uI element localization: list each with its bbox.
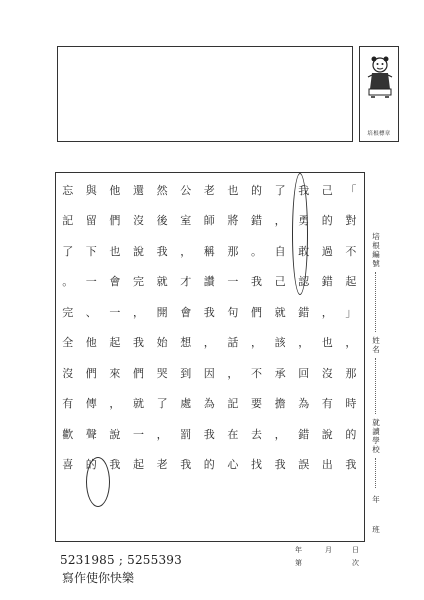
grid-column (316, 175, 339, 541)
grid-cell: 也 (109, 244, 121, 258)
grid-cell: 將 (227, 214, 239, 228)
stamp-caption: 培根標章 (367, 131, 391, 137)
grid-cell: 說 (133, 244, 144, 258)
grid-cell: 出 (321, 458, 333, 472)
grid-cell: 他 (109, 183, 121, 197)
grid-cell: ， (203, 336, 215, 350)
grid-cell: 開 (156, 305, 168, 319)
grid-cell: 起 (109, 336, 121, 350)
grid-cell: 錯 (298, 427, 310, 441)
grid-cell: 想 (180, 336, 192, 350)
grid-cell: 完 (62, 305, 74, 319)
grid-cell: 我 (274, 458, 286, 472)
grid-cell: 哭 (156, 366, 168, 380)
grid-cell: 他 (85, 336, 97, 350)
grid-cell: ， (156, 427, 168, 441)
grid-column (245, 175, 268, 541)
grid-cell: 有 (321, 397, 333, 411)
divider (375, 358, 376, 414)
grid-cell: 找 (251, 458, 262, 472)
grid-cell: 自 (274, 244, 286, 258)
grid-cell: 還 (133, 183, 144, 197)
grid-cell: 室 (180, 214, 192, 228)
grid-cell: 一 (227, 275, 239, 289)
grid-cell: 」 (345, 305, 357, 319)
grid-cell: 、 (85, 305, 97, 319)
grid-cell: 始 (156, 336, 168, 350)
grid-cell: 起 (345, 275, 357, 289)
grid-cell: ， (133, 305, 144, 319)
grid-cell: 「 (345, 183, 357, 197)
grid-cell: 我 (203, 305, 215, 319)
grid-cell: 不 (251, 366, 262, 380)
grid-cell: 歡 (62, 427, 74, 441)
grid-cell: 說 (321, 427, 333, 441)
grid-cell: 錯 (251, 214, 262, 228)
grid-cell: ， (321, 305, 333, 319)
grid-cell: 師 (203, 214, 215, 228)
grid-cell: 老 (156, 458, 168, 472)
grid-cell: 稱 (203, 244, 215, 258)
grid-cell: 我 (203, 427, 215, 441)
grid-cell: 。 (251, 244, 262, 258)
grid-cell: 在 (227, 427, 239, 441)
grid-cell: 公 (180, 183, 192, 197)
grid-cell: 才 (180, 275, 192, 289)
grid-cell: 我 (109, 458, 121, 472)
grid-cell: 的 (251, 183, 262, 197)
month-label: 月 (325, 546, 332, 554)
grid-cell: 誤 (298, 458, 310, 472)
grid-cell: 沒 (133, 214, 144, 228)
grid-cell: 就 (133, 397, 144, 411)
grid-cell: 己 (274, 275, 286, 289)
grid-cell: 。 (62, 275, 74, 289)
grid-cell: 也 (227, 183, 239, 197)
divider (375, 272, 376, 332)
grid-cell: 我 (156, 244, 168, 258)
grid-cell: 承 (274, 366, 286, 380)
grid-column (151, 175, 174, 541)
grid-cell: 己 (321, 183, 333, 197)
grid-cell: ， (274, 427, 286, 441)
grid-cell: 處 (180, 397, 192, 411)
grid-cell: 們 (133, 366, 144, 380)
grid-cell: 與 (85, 183, 97, 197)
grid-cell: 全 (62, 336, 74, 350)
grid-cell: 了 (274, 183, 286, 197)
grid-cell: 時 (345, 397, 357, 411)
grid-cell: 也 (321, 336, 333, 350)
grid-cell: ， (180, 244, 192, 258)
grid-column (56, 175, 79, 541)
grid-cell: 句 (227, 305, 239, 319)
correction-circle-mark (292, 173, 308, 295)
grid-cell: 記 (227, 397, 239, 411)
grid-cell: ， (345, 336, 357, 350)
grid-cell: 留 (85, 214, 97, 228)
grid-cell: 我 (133, 336, 144, 350)
correction-circle-mark (86, 457, 110, 507)
grid-cell: 的 (321, 214, 333, 228)
grid-cell: 的 (85, 458, 97, 472)
grid-cell: 來 (109, 366, 121, 380)
day-label: 日 (352, 546, 359, 554)
grid-cell: 去 (251, 427, 262, 441)
grid-cell: 的 (203, 458, 215, 472)
issue-label: 第 (295, 559, 302, 567)
grid-cell: 勇 (298, 214, 310, 228)
grid-cell: 們 (109, 214, 121, 228)
grid-cell: 錯 (298, 305, 310, 319)
grid-cell: 沒 (321, 366, 333, 380)
grid-cell: 一 (109, 305, 121, 319)
grid-cell: 們 (251, 305, 262, 319)
grid-cell: 有 (62, 397, 74, 411)
grid-cell: 為 (298, 397, 310, 411)
grid-column (198, 175, 221, 541)
grid-cell: 聲 (85, 427, 97, 441)
grid-cell: 然 (156, 183, 168, 197)
grid-cell: 說 (109, 427, 121, 441)
grid-column (339, 175, 362, 541)
coach-code-label: 培根編號 (372, 232, 380, 268)
grid-cell: 喜 (62, 458, 74, 472)
grid-cell: 讚 (203, 275, 215, 289)
school-label: 就讀學校 (372, 418, 380, 454)
grid-cell: 到 (180, 366, 192, 380)
grid-cell: 那 (227, 244, 239, 258)
grid-column (127, 175, 150, 541)
grid-cell: ， (227, 366, 239, 380)
grid-cell: 們 (85, 366, 97, 380)
year-label: 年 (295, 546, 302, 554)
grid-cell: 忘 (62, 183, 74, 197)
grade-year-label: 年 (372, 495, 380, 504)
grid-cell: ， (251, 336, 262, 350)
grid-cell: 罰 (180, 427, 192, 441)
grid-cell: 了 (156, 397, 168, 411)
grid-cell: 要 (251, 397, 262, 411)
grid-cell: 我 (251, 275, 262, 289)
grid-cell: 那 (345, 366, 357, 380)
grid-cell: 一 (133, 427, 144, 441)
grade-class-label: 班 (372, 525, 380, 534)
grid-cell: 後 (156, 214, 168, 228)
writing-grid (55, 172, 365, 542)
grid-cell: 對 (345, 214, 357, 228)
grid-cell: 就 (274, 305, 286, 319)
grid-cell: 就 (156, 275, 168, 289)
grid-cell: 心 (227, 458, 239, 472)
grid-column (221, 175, 244, 541)
grid-cell: 傳 (85, 397, 97, 411)
grid-cell: 我 (345, 458, 357, 472)
grid-cell: 不 (345, 244, 357, 258)
grid-cell: 認 (298, 275, 310, 289)
grid-cell: ， (298, 336, 310, 350)
issue-suffix-label: 次 (352, 559, 359, 567)
grid-cell: 一 (85, 275, 97, 289)
grid-cell: 擔 (274, 397, 286, 411)
grid-cell: 沒 (62, 366, 74, 380)
grid-cell: ， (274, 214, 286, 228)
grid-cell: 下 (85, 244, 97, 258)
grid-cell: 完 (133, 275, 144, 289)
writing-header-box (57, 46, 353, 142)
grid-column (174, 175, 197, 541)
grid-cell: 起 (133, 458, 144, 472)
grid-cell: 過 (321, 244, 333, 258)
grid-cell: 因 (203, 366, 215, 380)
grid-cell: 記 (62, 214, 74, 228)
bear-mascot-icon (366, 53, 394, 105)
grid-cell: 為 (203, 397, 215, 411)
grid-cell: 話 (227, 336, 239, 350)
grid-cell: 的 (345, 427, 357, 441)
footer-phone-numbers: 5231985 ; 5255393 (60, 553, 182, 567)
grid-cell: ， (109, 397, 121, 411)
grid-cell: 會 (109, 275, 121, 289)
grid-cell: 了 (62, 244, 74, 258)
grid-column (269, 175, 292, 541)
divider (375, 458, 376, 488)
grid-cell: 老 (203, 183, 215, 197)
footer-slogan: 寫作使你快樂 (62, 571, 135, 585)
grid-cell: 該 (274, 336, 286, 350)
grid-cell: 敢 (298, 244, 310, 258)
grid-cell: 會 (180, 305, 192, 319)
stamp-area (359, 46, 399, 142)
grid-cell: 我 (298, 183, 310, 197)
grid-cell: 回 (298, 366, 310, 380)
grid-cell: 錯 (321, 275, 333, 289)
student-info-panel (366, 180, 386, 545)
name-label: 姓名 (372, 336, 380, 354)
grid-cell: 我 (180, 458, 192, 472)
